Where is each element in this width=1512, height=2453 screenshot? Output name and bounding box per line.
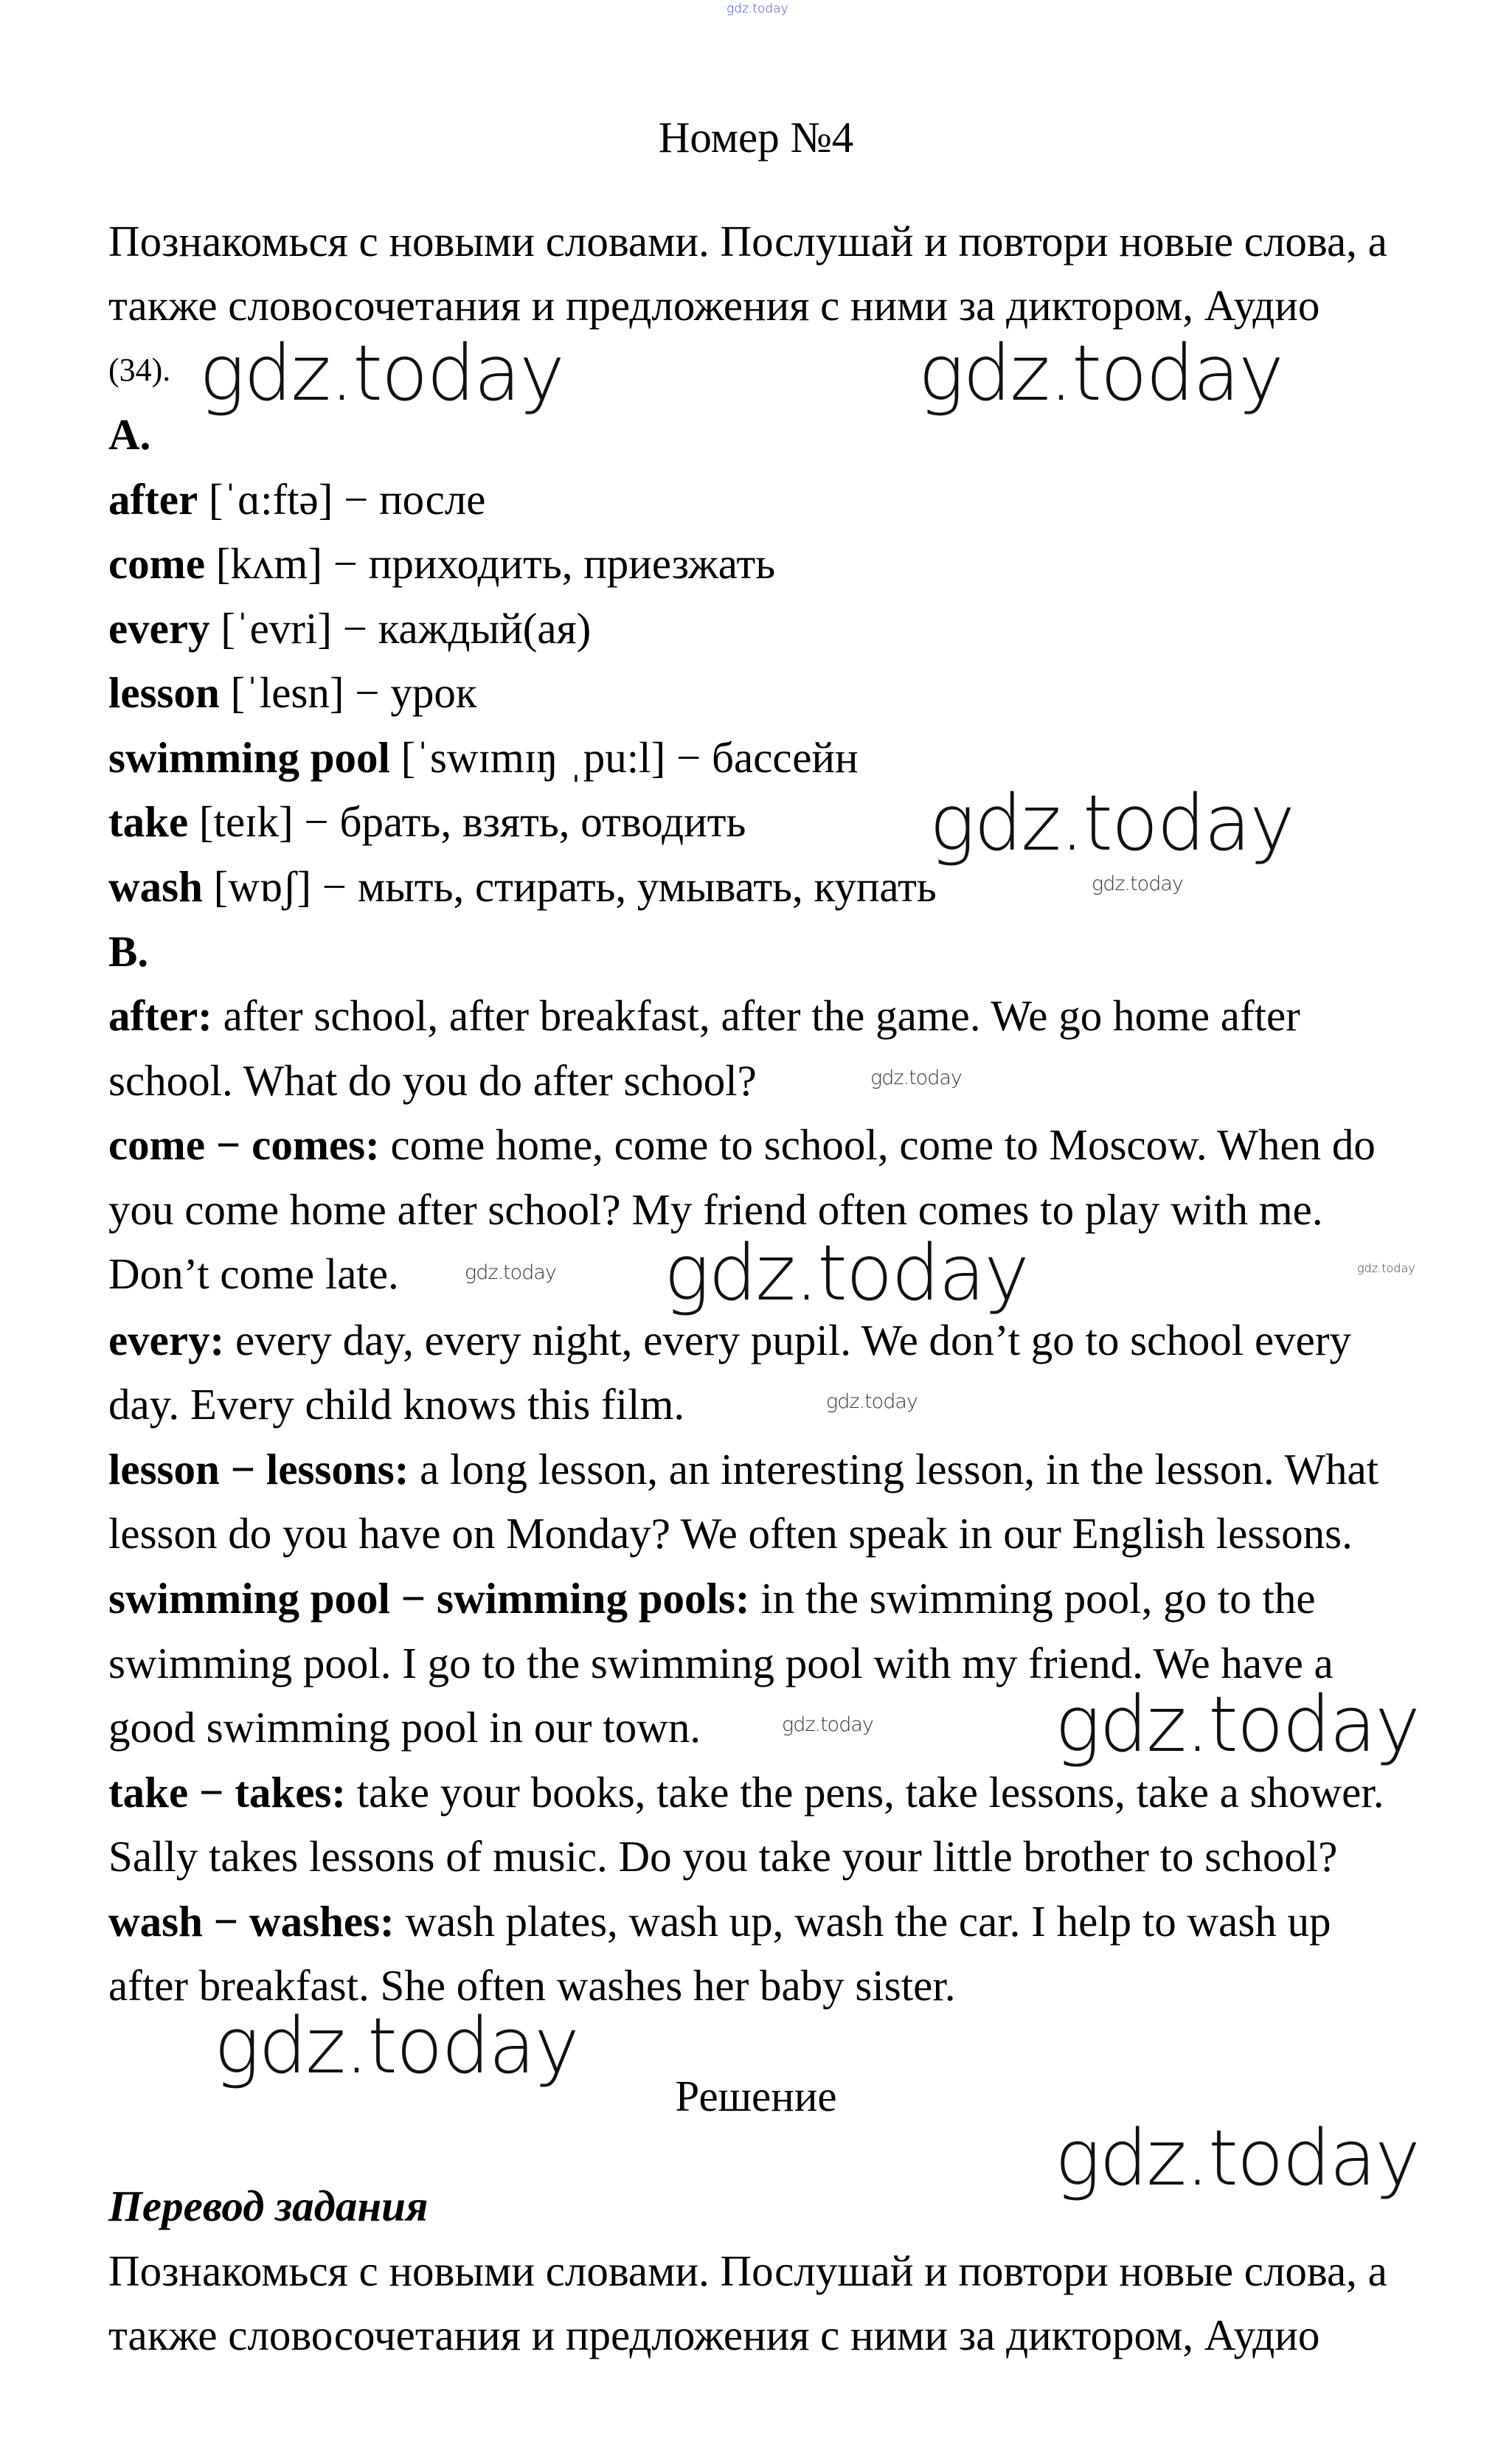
page-title: Номер №4 — [658, 113, 854, 162]
section-b-label-text: B. — [108, 927, 149, 976]
example-line — [108, 1695, 701, 1760]
watermark: gdz.today — [782, 1713, 873, 1736]
example-text: every day, every night, every pupil. We don’t go to school every — [224, 1316, 1351, 1364]
example-text: Don’t come late. — [108, 1249, 399, 1298]
vocab-item — [108, 660, 477, 725]
vocab-word: swimming pool — [108, 733, 390, 782]
watermark: gdz.today — [199, 328, 563, 418]
example-text: after school, after breakfast, after the game. We go home after — [212, 991, 1300, 1040]
section-a-label-text: A. — [108, 410, 151, 459]
vocab-item — [108, 467, 485, 532]
example-head: take − takes: — [108, 1768, 347, 1817]
watermark: gdz.today — [1055, 1679, 1419, 1769]
example-head: swimming pool − swimming pools: — [108, 1574, 750, 1623]
example-line — [108, 1824, 1337, 1889]
example-text: come home, come to school, come to Moscow. When do — [379, 1120, 1376, 1169]
example-head: every: — [108, 1316, 225, 1364]
vocab-def: [ˈɑ:ftə] − после — [198, 475, 486, 524]
translation-line: также словосочетания и предложения с ними за диктором, Аудио — [108, 2311, 1320, 2359]
watermark: gdz.today — [826, 1390, 918, 1413]
example-text: in the swimming pool, go to the — [749, 1574, 1316, 1623]
vocab-word: take — [108, 797, 189, 846]
example-head: after: — [108, 991, 212, 1040]
watermark: gdz.today — [929, 778, 1294, 868]
vocab-def: [ˈevri] − каждый(ая) — [209, 604, 592, 653]
section-a-label — [108, 402, 150, 467]
audio-ref-number: (34). — [108, 352, 171, 388]
vocab-word: every — [108, 604, 210, 653]
example-head: lesson − lessons: — [108, 1445, 409, 1493]
example-line — [108, 1048, 757, 1113]
example-text: Sally takes lessons of music. Do you take your little brother to school? — [108, 1832, 1338, 1881]
example-line — [108, 1437, 1379, 1502]
watermark: gdz.today — [870, 1066, 962, 1089]
vocab-def: [teɪk] − брать, взять, отводить — [188, 797, 746, 846]
section-b-label — [108, 919, 148, 984]
watermark: gdz.today — [465, 1261, 556, 1284]
intro-line: также словосочетания и предложения с ними за диктором, Аудио — [108, 281, 1320, 330]
vocab-item — [108, 854, 937, 919]
example-line — [108, 1566, 1316, 1631]
example-text: after breakfast. She often washes her baby sister. — [108, 1961, 956, 2010]
translation-heading-text: Перевод задания — [108, 2182, 429, 2230]
vocab-def: [ˈlesn] − урок — [219, 668, 477, 717]
vocab-word: after — [108, 475, 198, 524]
example-line — [108, 983, 1300, 1048]
vocab-def: [kʌm] − приходить, приезжать — [205, 539, 776, 588]
translation-heading — [108, 2173, 428, 2238]
example-head: wash − washes: — [108, 1897, 395, 1946]
vocab-item — [108, 789, 746, 854]
vocab-word: wash — [108, 862, 203, 911]
solution-heading: Решение — [675, 2072, 837, 2120]
vocab-item — [108, 531, 775, 596]
vocab-word: lesson — [108, 668, 220, 717]
example-text: school. What do you do after school? — [108, 1056, 757, 1105]
audio-ref — [108, 338, 170, 403]
example-text: wash plates, wash up, wash the car. I help to wash up — [394, 1897, 1331, 1946]
top-watermark: gdz.today — [726, 1, 788, 16]
example-line — [108, 1760, 1384, 1825]
example-line — [108, 1501, 1353, 1566]
example-head: come − comes: — [108, 1120, 380, 1169]
watermark: gdz.today — [214, 2001, 578, 2091]
example-text: good swimming pool in our town. — [108, 1703, 701, 1752]
example-text: take your books, take the pens, take lessons, take a shower. — [346, 1768, 1384, 1817]
vocab-def: [wɒʃ] − мыть, стирать, умывать, купать — [202, 862, 937, 911]
vocab-item — [108, 596, 591, 661]
example-line — [108, 1372, 684, 1437]
vocab-word: come — [108, 539, 206, 588]
example-line — [108, 1889, 1331, 1954]
example-text: a long lesson, an interesting lesson, in the lesson. What — [409, 1445, 1379, 1493]
example-text: lesson do you have on Monday? We often speak in our English lessons. — [108, 1509, 1353, 1558]
example-text: day. Every child knows this film. — [108, 1380, 685, 1429]
example-line — [108, 1241, 399, 1306]
example-text: swimming pool. I go to the swimming pool with my friend. We have a — [108, 1639, 1334, 1687]
translation-line: Познакомься с новыми словами. Послушай и повтори новые слова, а — [108, 2246, 1387, 2295]
vocab-item — [108, 725, 859, 790]
example-line — [108, 1112, 1376, 1177]
watermark: gdz.today — [1092, 872, 1183, 895]
watermark: gdz.today — [664, 1228, 1028, 1318]
intro-line: Познакомься с новыми словами. Послушай и повтори новые слова, а — [108, 217, 1387, 266]
watermark: gdz.today — [918, 328, 1283, 418]
watermark: gdz.today — [1055, 2113, 1419, 2203]
example-text: you come home after school? My friend often comes to play with me. — [108, 1185, 1323, 1234]
watermark: gdz.today — [1357, 1261, 1415, 1275]
vocab-def: [ˈswɪmɪŋ ˌpu:l] − бассейн — [389, 733, 859, 782]
